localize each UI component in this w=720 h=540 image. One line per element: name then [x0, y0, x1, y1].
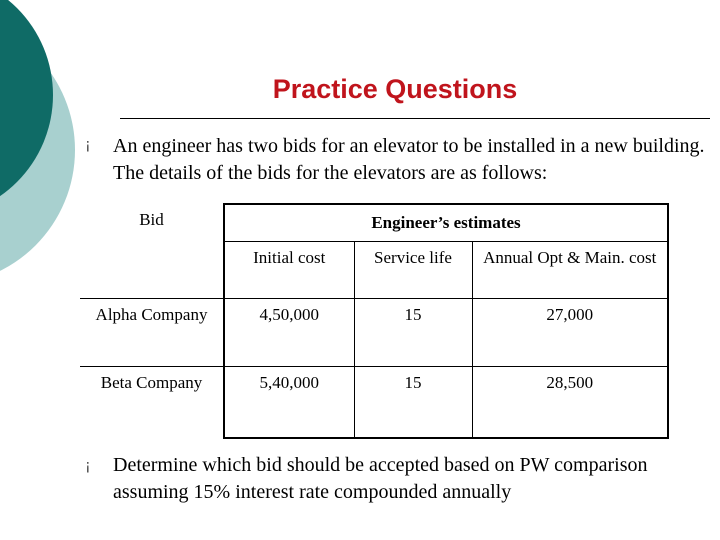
bullet-icon-1: ¡ — [85, 137, 91, 153]
decorative-circles — [0, 0, 80, 300]
alpha-annual-cost: 27,000 — [472, 298, 668, 366]
beta-service-life: 15 — [354, 366, 472, 438]
table-corner-header: Bid — [80, 204, 224, 241]
bullet-text-2: Determine which bid should be accepted based on PW comparison assuming 15% interest rate compounded annually — [113, 454, 648, 503]
row-label-beta: Beta Company — [80, 366, 224, 438]
table-row — [80, 298, 668, 366]
dark-teal-circle — [0, 0, 53, 218]
slide-title: Practice Questions — [272, 74, 518, 104]
column-header-service-life: Service life — [354, 241, 472, 298]
alpha-initial-cost: 4,50,000 — [224, 298, 354, 366]
table-row — [80, 366, 668, 438]
beta-initial-cost: 5,40,000 — [224, 366, 354, 438]
row-label-alpha: Alpha Company — [80, 298, 224, 366]
table-empty-cell — [80, 241, 224, 298]
table-group-header: Engineer’s estimates — [224, 204, 668, 241]
light-teal-circle — [0, 15, 75, 285]
alpha-service-life: 15 — [354, 298, 472, 366]
bullet-text-1: An engineer has two bids for an elevator to be installed in a new building. The details of the bids for the elevators are as follows: — [113, 135, 705, 184]
title-underline — [120, 118, 710, 119]
bullet-icon-2: ¡ — [85, 458, 91, 474]
column-header-initial-cost: Initial cost — [224, 241, 354, 298]
bid-table — [80, 203, 669, 439]
column-header-annual-cost: Annual Opt & Main. cost — [472, 241, 668, 298]
beta-annual-cost: 28,500 — [472, 366, 668, 438]
